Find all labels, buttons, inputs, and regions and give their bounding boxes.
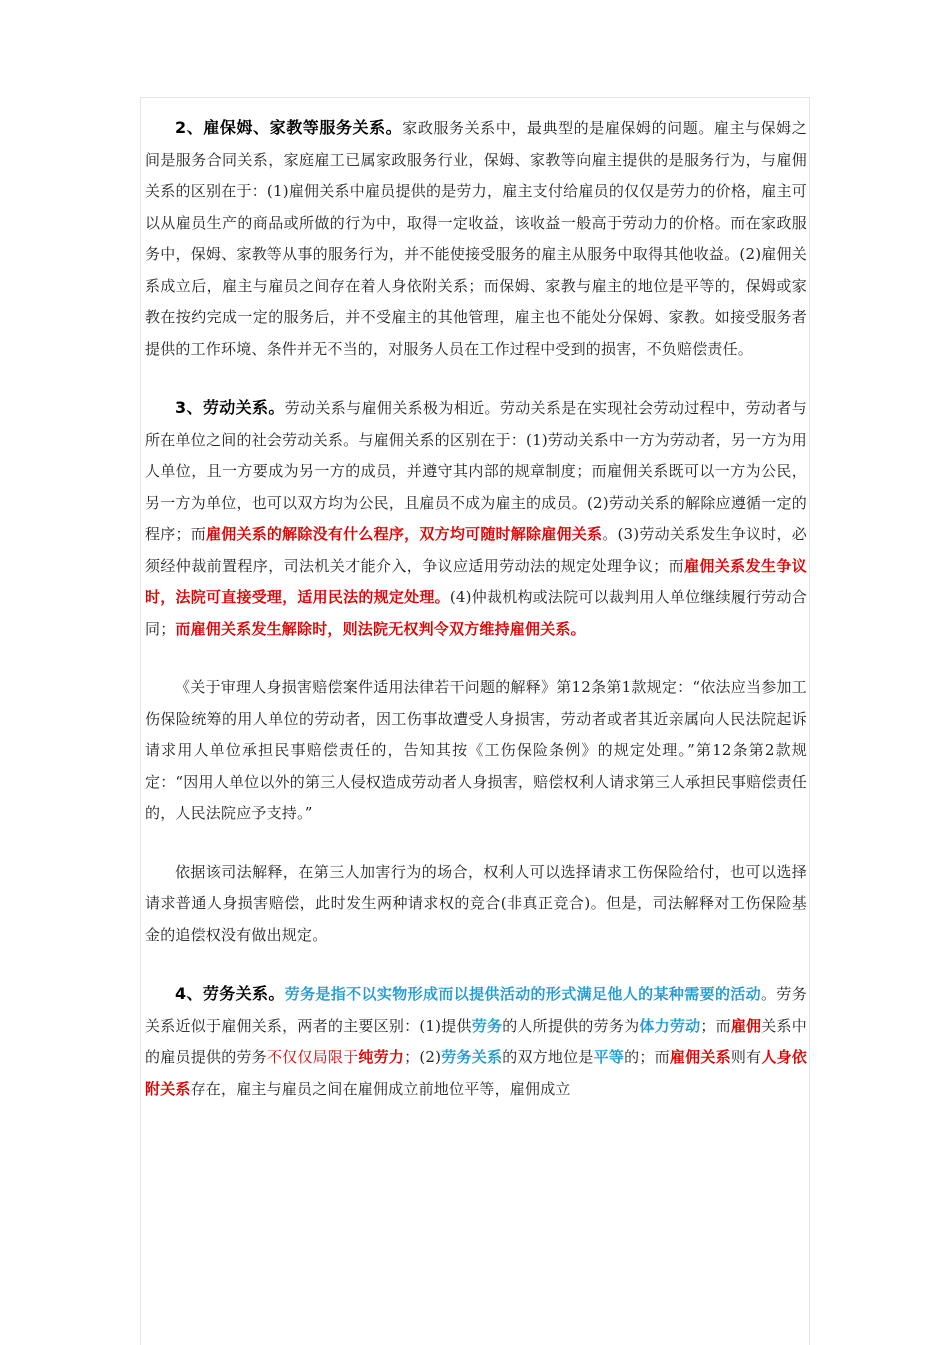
section-4-term-dependency: 人身依附关系 bbox=[145, 1048, 808, 1098]
section-3-highlight-1: 雇佣关系的解除没有什么程序，双方均可随时解除雇佣关系 bbox=[205, 525, 603, 543]
section-4-text-5: ；(2) bbox=[404, 1048, 442, 1066]
section-3-text-1: 劳动关系与雇佣关系极为相近。劳动关系是在实现社会劳动过程中，劳动者与所在单位之间的社会劳动关系。与雇佣关系的区别在于：(1)劳动关系中一方为劳动者，另一方为用人单位，且一方要成为另一方的成员，并遵守其内部的规章制度；而雇佣关系既可以一方为公民，另一方为单位，也可以双方均为公民，且雇员不成为雇主的成员。(2)劳动关系的解除应遵循一定的程序；而 bbox=[145, 399, 807, 543]
interpretation-paragraph: 《关于审理人身损害赔偿案件适用法律若干问题的解释》第12条第1款规定：“依法应当参加工伤保险统筹的用人单位的劳动者，因工伤事故遭受人身损害，劳动者或者其近亲属向人民法院起诉请求用人单位承担民事赔偿责任的，告知其按《工伤保险条例》的规定处理。”第12条第2款规定：“因用人单位以外的第三人侵权造成劳动者人身损害，赔偿权利人请求第三人承担民事赔偿责任的，人民法院应予支持。” bbox=[145, 678, 807, 822]
section-4-term-labor-relation: 劳务关系 bbox=[441, 1048, 503, 1066]
section-2-text: 家政服务关系中，最典型的是雇保姆的问题。雇主与保姆之间是服务合同关系，家庭雇工已属家政服务行业，保姆、家教等向雇主提供的是服务行为，与雇佣关系的区别在于：(1)雇佣关系中雇员提供的是劳力，雇主支付给雇员的仅仅是劳力的价格，雇主可以从雇员生产的商品或所做的行为中，取得一定收益，该收益一般高于劳动力的价格。而在家政服务中，保姆、家教等从事的服务行为，并不能使接受服务的雇主从服务中取得其他收益。(2)雇佣关系成立后，雇主与雇员之间存在着人身依附关系；而保姆、家教与雇主的地位是平等的，保姆或家教在按约完成一定的服务后，并不受雇主的其他管理，雇主也不能处分保姆、家教。如接受服务者提供的工作环境、条件并无不当的，对服务人员在工作过程中受到的损害，不负赔偿责任。 bbox=[145, 119, 808, 358]
section-3-highlight-3: 而雇佣关系发生解除时，则法院无权判令双方维持雇佣关系。 bbox=[175, 619, 586, 638]
section-4-paragraph bbox=[145, 978, 807, 1105]
section-3-heading: 3、劳动关系。 bbox=[175, 398, 285, 417]
section-2-paragraph bbox=[145, 112, 807, 365]
section-4-not-limited: 不仅仅局限于 bbox=[266, 1048, 359, 1066]
section-4-text-4: 关系中的雇员提供的劳务 bbox=[145, 1016, 807, 1066]
section-4-term-pure-labor: 纯劳力 bbox=[358, 1048, 405, 1066]
section-4-text-9: 存在，雇主与雇员之间在雇佣成立前地位平等，雇佣成立 bbox=[190, 1079, 571, 1098]
section-4-text-2: 的人所提供的劳务为 bbox=[502, 1016, 640, 1035]
section-4-heading: 4、劳务关系。 bbox=[175, 984, 285, 1003]
section-4-term-equal: 平等 bbox=[593, 1048, 625, 1066]
section-4-text-6: 的双方地位是 bbox=[502, 1048, 594, 1066]
section-4-term-employment: 雇佣 bbox=[730, 1016, 762, 1035]
section-4-term-physical-labor: 体力劳动 bbox=[639, 1016, 701, 1035]
section-4-text-1: 。劳务关系近似于雇佣关系，两者的主要区别：(1)提供 bbox=[145, 985, 807, 1035]
section-3-paragraph bbox=[145, 392, 807, 645]
section-4-definition: 劳务是指不以实物形成而以提供活动的形式满足他人的某种需要的活动 bbox=[284, 985, 762, 1003]
document-body bbox=[145, 112, 807, 1105]
section-3-text-3: (4)仲裁机构或法院可以裁判用人单位继续履行劳动合同； bbox=[145, 588, 807, 638]
section-2-heading: 2、雇保姆、家教等服务关系。 bbox=[175, 118, 403, 137]
basis-paragraph: 依据该司法解释，在第三人加害行为的场合，权利人可以选择请求工伤保险给付，也可以选择请求普通人身损害赔偿，此时发生两种请求权的竞合(非真正竞合)。但是，司法解释对工伤保险基金的追偿权没有做出规定。 bbox=[145, 862, 807, 944]
section-3-text-2: 。(3)劳动关系发生争议时，必须经仲裁前置程序，司法机关才能介入，争议应适用劳动法的规定处理争议；而 bbox=[145, 525, 807, 575]
section-4-text-8: 则有 bbox=[730, 1048, 762, 1066]
section-4-text-3: ；而 bbox=[700, 1016, 731, 1035]
section-3-highlight-2: 雇佣关系发生争议时，法院可直接受理，适用民法的规定处理。 bbox=[145, 556, 807, 606]
section-4-text-7: 的；而 bbox=[624, 1048, 670, 1066]
section-4-term-employment-relation: 雇佣关系 bbox=[669, 1048, 731, 1066]
section-4-term-labor-service: 劳务 bbox=[471, 1016, 503, 1035]
